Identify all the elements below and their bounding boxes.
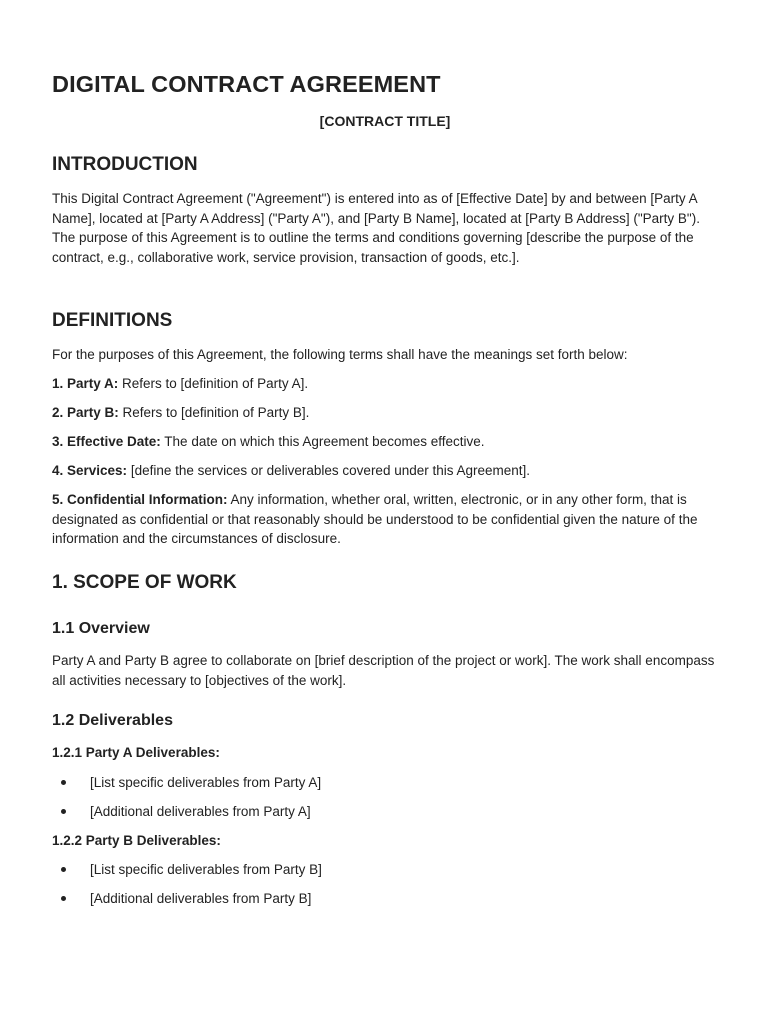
definition-text: [define the services or deliverables covered under this Agreement]. (127, 463, 531, 478)
definition-term: 2. Party B: (52, 405, 119, 420)
definition-text: Refers to [definition of Party B]. (118, 405, 310, 420)
list-item-text: [Additional deliverables from Party B] (90, 891, 312, 906)
list-item-text: [Additional deliverables from Party A] (90, 804, 311, 819)
definition-text: Refers to [definition of Party A]. (118, 376, 309, 391)
definition-item (52, 432, 718, 452)
overview-heading: 1.1 Overview (52, 620, 150, 637)
list-item-text: [List specific deliverables from Party A] (90, 775, 322, 790)
definition-text: The date on which this Agreement becomes effective. (160, 434, 485, 449)
list-item-text: [List specific deliverables from Party B] (90, 862, 322, 877)
bullet-icon (61, 780, 66, 785)
definition-item (52, 374, 718, 394)
bullet-icon (61, 809, 66, 814)
definition-term: 5. Confidential Information: (52, 492, 228, 507)
bullet-icon (61, 896, 66, 901)
document-title: DIGITAL CONTRACT AGREEMENT (52, 71, 441, 97)
definition-term: 1. Party A: (52, 376, 119, 391)
definition-term: 4. Services: (52, 463, 128, 478)
deliverables-heading: 1.2 Deliverables (52, 712, 173, 729)
definition-item (52, 461, 718, 481)
contract-title: [CONTRACT TITLE] (319, 113, 451, 129)
definitions-intro: For the purposes of this Agreement, the following terms shall have the meanings set forth below: (52, 347, 628, 362)
introduction-text: This Digital Contract Agreement ("Agreement") is entered into as of [Effective Date] by and between [Party A Name], located at [Party A Address] ("Party A"), and [Party B Name], located at [Party B Address] ("Party B"). The purpose of this Agreement is to outline the terms and conditions governing [describe the purpose of the contract, e.g., collaborative work, service provision, transaction of goods, etc.]. (52, 191, 700, 266)
introduction-heading: INTRODUCTION (52, 154, 198, 175)
definition-term: 3. Effective Date: (52, 434, 161, 449)
definition-item (52, 403, 718, 423)
bullet-icon (61, 867, 66, 872)
party-a-deliverables-heading: 1.2.1 Party A Deliverables: (52, 745, 220, 760)
definition-text: Any information, whether oral, written, electronic, or in any other form, that is designated as confidential or that reasonably should be understood to be confidential given the nature of the information and the circumstances of disclosure. (52, 492, 698, 547)
definition-item (52, 490, 718, 549)
scope-heading: 1. SCOPE OF WORK (52, 572, 237, 593)
overview-text: Party A and Party B agree to collaborate on [brief description of the project or work]. The work shall encompass all activities necessary to [objectives of the work]. (52, 653, 715, 688)
definitions-heading: DEFINITIONS (52, 310, 173, 331)
party-b-deliverables-heading: 1.2.2 Party B Deliverables: (52, 833, 221, 848)
